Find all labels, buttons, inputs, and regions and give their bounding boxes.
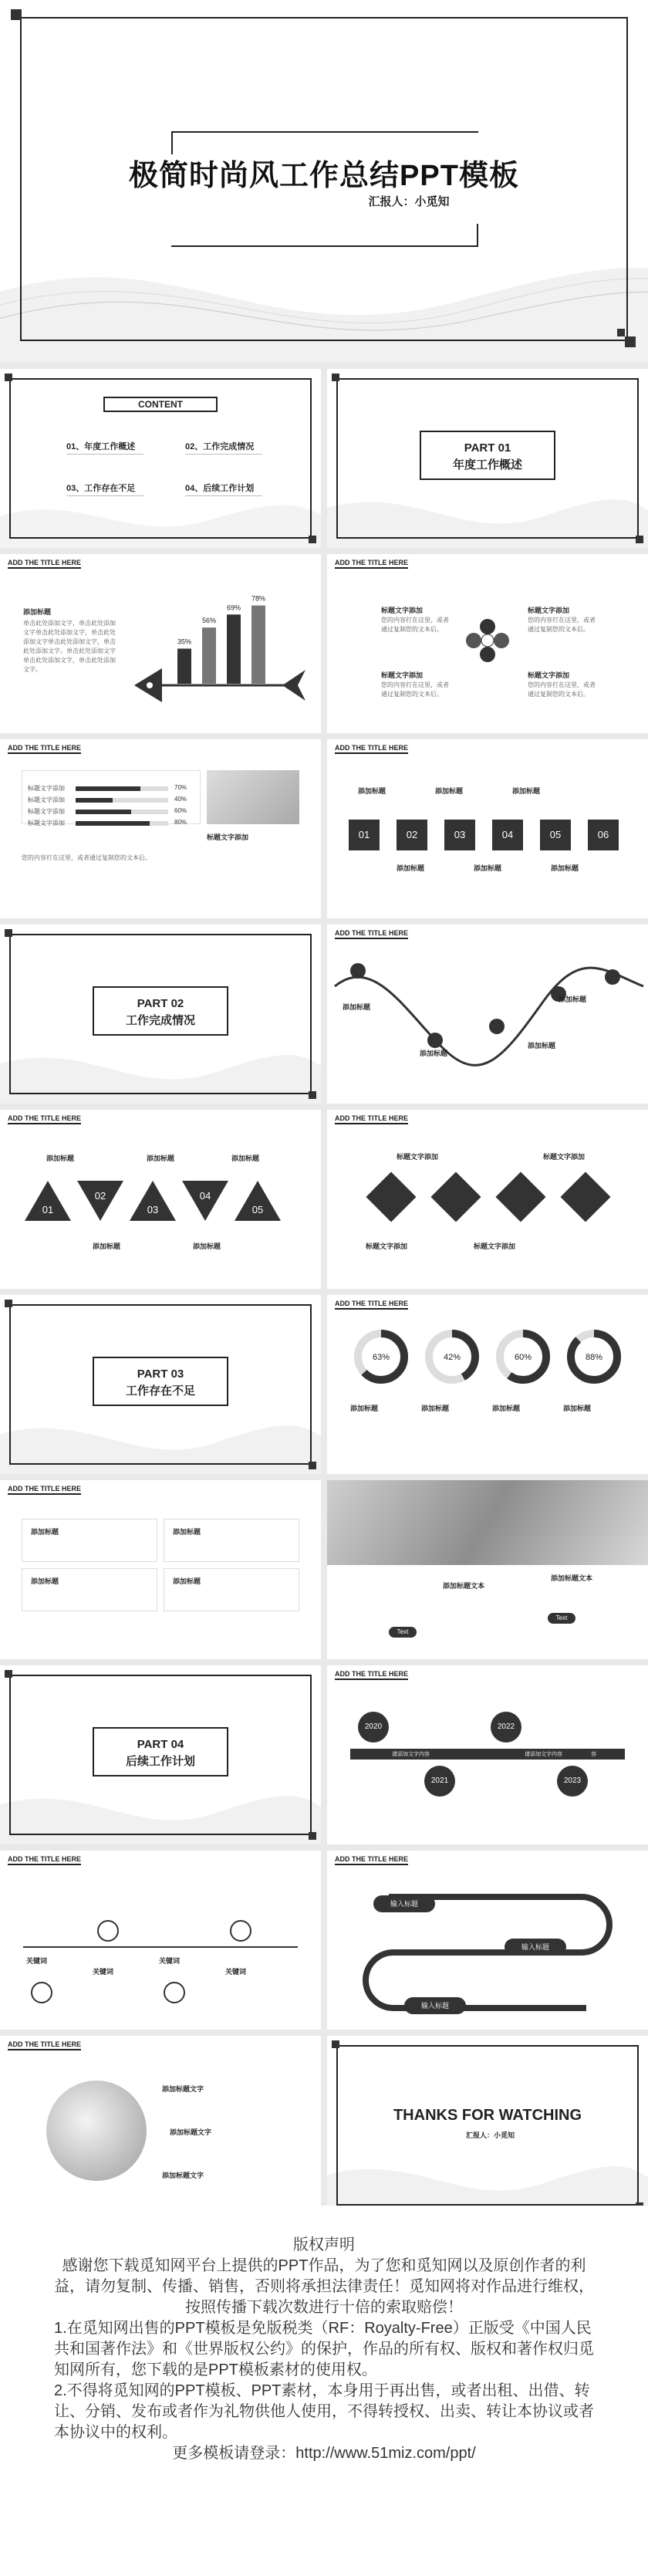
curve-head: 添加标题	[343, 1003, 371, 1011]
copyright-line: 感谢您下载觅知网平台上提供的PPT作品，为了您和觅知网以及原创作者的利益，请勿复制、传播、销售，否则将承担法律责任！觅知网将对作品进行维权，按照传播下载次数进行十倍的索取赔偿！	[54, 2257, 594, 2316]
tri-head: 添加标题	[231, 1154, 260, 1162]
photo-head: 添加标题文本	[443, 1582, 485, 1590]
slide-title-tag: ADD THE TITLE HERE	[8, 559, 81, 569]
hex-label: 标题文字添加	[381, 607, 424, 614]
step-05[interactable]: 05	[540, 820, 571, 850]
title-frame-side	[477, 224, 478, 247]
progress-row	[28, 796, 197, 805]
copyright-line: 1.在觅知网出售的PPT模板是免版税类（RF：Royalty-Free）正版受《中国人民共和国著作法》和《世界版权公约》的保护，作品的所有权、版权和著作权归觅知网所有，您下载的是PPT模板素材的使用权。	[54, 2320, 594, 2378]
svg-text:04: 04	[199, 1190, 211, 1202]
progress-track	[76, 786, 168, 791]
hex-desc: 您的内容打在这里，或者通过复制您的文本后。	[528, 681, 596, 698]
donut-head: 添加标题	[563, 1405, 592, 1412]
photo-placeholder	[46, 2081, 147, 2181]
divider	[185, 454, 262, 455]
slide-thanks	[327, 2036, 648, 2215]
hex-desc: 您的内容打在这里，或者通过复制您的文本后。	[381, 617, 449, 633]
progress-label: 标题文字添加	[28, 808, 65, 815]
text-button[interactable]: Text	[389, 1627, 417, 1638]
hex-desc: 您的内容打在这里，或者通过复制您的文本后。	[528, 617, 596, 633]
hex-label: 标题文字添加	[528, 671, 570, 679]
diamond-row	[358, 1171, 620, 1233]
card	[164, 1519, 299, 1562]
fish-eye	[147, 682, 153, 688]
step-01[interactable]: 01	[349, 820, 380, 850]
step-03[interactable]: 03	[444, 820, 475, 850]
card-head: 添加标题	[173, 1528, 201, 1536]
part-name: 工作完成情况	[125, 1014, 195, 1027]
cover-title: 极简时尚风工作总结PPT模板	[129, 160, 519, 192]
part-name: 后续工作计划	[125, 1755, 195, 1768]
slide-title-tag: ADD THE TITLE HERE	[8, 2040, 81, 2050]
corner-square	[309, 536, 316, 543]
fish-bar-chart	[131, 585, 309, 724]
donut-chart	[350, 1326, 412, 1457]
progress-row	[28, 819, 197, 828]
year-label: 请添加文字内容	[525, 1752, 562, 1757]
corner-square	[5, 929, 12, 937]
slide-title-tag: ADD THE TITLE HERE	[335, 1855, 408, 1865]
fish-bar	[251, 606, 265, 684]
step-04[interactable]: 04	[492, 820, 523, 850]
part-name: 工作存在不足	[125, 1384, 195, 1398]
fish-bar	[177, 649, 191, 685]
corner-square	[617, 329, 625, 336]
donut-value: 60%	[514, 1353, 532, 1362]
slide-title-tag: ADD THE TITLE HERE	[8, 1485, 81, 1495]
slide-title-tag: ADD THE TITLE HERE	[8, 1855, 81, 1865]
slide-steps	[327, 739, 648, 918]
progress-fill	[76, 810, 131, 814]
donut-head: 添加标题	[350, 1405, 379, 1412]
thanks-presenter: 汇报人：小觅知	[466, 2131, 515, 2139]
pill-button[interactable]: 输入标题	[373, 1895, 435, 1912]
part-number: PART 02	[137, 997, 184, 1010]
triangle-01[interactable]	[23, 1179, 73, 1222]
slide-keywords	[0, 1851, 321, 2030]
hex-desc: 您的内容打在这里，或者通过复制您的文本后。	[381, 681, 449, 698]
slide-years	[327, 1665, 648, 1844]
slide-pills	[327, 1851, 648, 2030]
fish-tail	[282, 670, 305, 701]
year-label: 请添加文字内容	[591, 1744, 623, 1757]
svg-text:02: 02	[94, 1190, 106, 1202]
donut-chart	[492, 1326, 554, 1457]
progress-value: 80%	[174, 819, 187, 826]
slide-progress-bars	[0, 739, 321, 918]
hex-label: 标题文字添加	[381, 671, 424, 679]
photo-placeholder	[327, 1480, 648, 1565]
donut-head: 添加标题	[421, 1405, 450, 1412]
step-head: 添加标题	[435, 787, 464, 795]
slide-triangles	[0, 1110, 321, 1289]
curve-head: 添加标题	[559, 996, 587, 1003]
slide-hex-icons	[327, 554, 648, 733]
fish-bar-label: 35%	[177, 637, 192, 646]
card	[164, 1568, 299, 1611]
copyright-link[interactable]: 更多模板请登录：http://www.51miz.com/ppt/	[172, 2445, 476, 2462]
keyword-label: 关键词	[26, 1957, 48, 1965]
part-number: PART 01	[464, 441, 511, 455]
progress-track	[76, 810, 168, 814]
progress-fill	[76, 821, 150, 826]
progress-row	[28, 784, 197, 793]
keyword-label: 关键词	[225, 1968, 247, 1976]
fish-bar	[202, 627, 216, 684]
donut-value: 42%	[443, 1353, 461, 1362]
diamond-icon	[366, 1171, 416, 1222]
corner-square	[309, 1091, 316, 1099]
part-04-box	[93, 1727, 228, 1776]
slide-cards	[0, 1480, 321, 1659]
tri-head: 添加标题	[147, 1154, 175, 1162]
slide-photo-list	[0, 2036, 321, 2215]
slide-title-tag: ADD THE TITLE HERE	[335, 929, 408, 939]
donut-head: 添加标题	[492, 1405, 521, 1412]
slide-title-tag: ADD THE TITLE HERE	[335, 744, 408, 754]
svg-text:03: 03	[147, 1204, 159, 1215]
card-head: 添加标题	[173, 1577, 201, 1585]
card	[22, 1519, 157, 1562]
thanks-frame	[336, 2045, 639, 2206]
contents-item-4[interactable]: 04、后续工作计划	[185, 484, 255, 493]
flower-icon	[463, 616, 512, 665]
curve-head: 添加标题	[420, 1050, 448, 1057]
progress-track	[76, 798, 168, 803]
slide-title-tag: ADD THE TITLE HERE	[335, 559, 408, 569]
progress-fill	[76, 786, 140, 791]
progress-caption: 标题文字添加	[207, 833, 249, 841]
keyword-icon	[230, 1920, 251, 1942]
copyright-title: 版权声明	[293, 2236, 355, 2253]
part-number: PART 04	[137, 1738, 184, 1751]
keywords-row	[23, 1881, 298, 2020]
part-02-box	[93, 986, 228, 1036]
tri-head: 添加标题	[46, 1154, 75, 1162]
progress-value: 40%	[174, 796, 187, 803]
fish-bar-label: 78%	[251, 594, 266, 603]
slide-title-tag: ADD THE TITLE HERE	[335, 1300, 408, 1310]
slide-part-04	[0, 1665, 321, 1844]
triangle-04[interactable]	[181, 1179, 230, 1222]
list-head: 添加标题文字	[170, 2128, 212, 2136]
diamond-icon	[560, 1171, 610, 1222]
tri-head: 添加标题	[193, 1242, 221, 1250]
donut-value: 63%	[372, 1353, 390, 1362]
photo-placeholder	[207, 770, 299, 824]
part-name: 年度工作概述	[452, 458, 522, 472]
diamond-icon	[430, 1171, 481, 1222]
slide-part-03	[0, 1295, 321, 1474]
progress-value: 60%	[174, 807, 187, 814]
progress-label: 标题文字添加	[28, 785, 65, 792]
progress-value: 70%	[174, 784, 187, 791]
corner-square	[5, 1670, 12, 1678]
progress-label: 标题文字添加	[28, 796, 65, 803]
step-head: 添加标题	[512, 787, 541, 795]
keyword-label: 关键词	[93, 1968, 114, 1976]
triangle-02[interactable]	[76, 1179, 125, 1222]
hex-label: 标题文字添加	[528, 607, 570, 614]
fish-bar-label: 69%	[226, 603, 241, 612]
fish-body: 单击此处添加文字，单击此处添加文字单击此处添加文字，单击此处添加文字单击此处添加文字，单击此处添加文字。单击此处添加文字单击此处添加文字，单击此处添加文字。	[23, 620, 116, 673]
copyright-section	[0, 2206, 648, 2576]
list-head: 添加标题文字	[162, 2172, 204, 2179]
slide-part-01	[327, 369, 648, 548]
corner-square	[636, 536, 643, 543]
year-circle[interactable]: 2020	[358, 1712, 389, 1743]
donut-chart	[421, 1326, 483, 1457]
year-label: 请添加文字内容	[458, 1744, 496, 1749]
corner-square	[309, 1832, 316, 1840]
slide-part-02	[0, 925, 321, 1104]
corner-square	[11, 9, 22, 20]
part-number: PART 03	[137, 1367, 184, 1381]
keyword-icon	[97, 1920, 119, 1942]
diamond-label: 标题文字添加	[397, 1153, 439, 1161]
steps-row	[349, 820, 634, 850]
year-circle[interactable]: 2023	[557, 1766, 588, 1797]
triangle-05[interactable]	[233, 1179, 282, 1222]
step-06[interactable]: 06	[588, 820, 619, 850]
slide-contents	[0, 369, 321, 548]
progress-track	[76, 821, 168, 826]
fish-bar	[227, 614, 241, 684]
slide-donut-charts	[327, 1295, 648, 1474]
year-circle[interactable]: 2021	[424, 1766, 455, 1797]
card-head: 添加标题	[31, 1577, 59, 1585]
keyword-icon	[31, 1982, 52, 2003]
hex-center	[463, 616, 512, 665]
slide-title-tag: ADD THE TITLE HERE	[8, 744, 81, 754]
corner-square	[309, 1462, 316, 1469]
thanks-title: THANKS FOR WATCHING	[393, 2107, 582, 2124]
triangle-row	[23, 1179, 301, 1225]
curve-line	[327, 940, 648, 1094]
pill-button[interactable]: 输入标题	[505, 1939, 566, 1956]
slide-title-tag: ADD THE TITLE HERE	[8, 1114, 81, 1124]
cover-presenter: 汇报人：小觅知	[368, 195, 450, 208]
fish-heading: 添加标题	[23, 608, 52, 616]
donut-value: 88%	[585, 1353, 603, 1362]
card	[22, 1568, 157, 1611]
part-03-box	[93, 1357, 228, 1406]
progress-list	[28, 784, 197, 830]
part-01-box	[420, 431, 555, 480]
slide-fishbone-chart	[0, 554, 321, 733]
keyword-icon	[164, 1982, 185, 2003]
donut-chart	[563, 1326, 625, 1457]
corner-square	[625, 336, 636, 347]
progress-label: 标题文字添加	[28, 820, 65, 827]
slide-title-tag: ADD THE TITLE HERE	[335, 1114, 408, 1124]
year-label: 请添加文字内容	[392, 1752, 430, 1757]
tri-head: 添加标题	[93, 1242, 121, 1250]
year-circle[interactable]: 2022	[491, 1712, 521, 1743]
diamond-label: 标题文字添加	[366, 1242, 408, 1250]
progress-desc: 您的内容打在这里，或者通过复制您的文本后。	[22, 854, 151, 861]
step-head: 添加标题	[397, 864, 425, 872]
slide-photo	[327, 1480, 648, 1659]
progress-fill	[76, 798, 113, 803]
contents-heading-box	[103, 397, 218, 412]
triangle-03[interactable]	[128, 1179, 177, 1222]
corner-square	[332, 374, 339, 381]
svg-text:05: 05	[251, 1204, 264, 1215]
slide-cover	[0, 0, 648, 363]
donut-row	[350, 1326, 628, 1457]
step-02[interactable]: 02	[397, 820, 427, 850]
pills	[327, 1851, 648, 2030]
contents-item-3[interactable]: 03、工作存在不足	[66, 484, 136, 493]
diamond-label: 标题文字添加	[474, 1242, 516, 1250]
corner-square	[332, 2040, 339, 2048]
diamond-icon	[495, 1171, 545, 1222]
text-button[interactable]: Text	[548, 1613, 575, 1624]
step-head: 添加标题	[358, 787, 386, 795]
corner-square	[5, 374, 12, 381]
slide-title-tag: ADD THE TITLE HERE	[335, 1670, 408, 1680]
photo-head: 添加标题文本	[551, 1574, 593, 1582]
contents-item-1[interactable]: 01、年度工作概述	[66, 442, 136, 451]
step-head: 添加标题	[474, 864, 502, 872]
curve-head: 添加标题	[528, 1042, 556, 1050]
divider	[66, 454, 143, 455]
fish-bar-label: 56%	[201, 617, 217, 625]
progress-row	[28, 807, 197, 816]
step-head: 添加标题	[551, 864, 579, 872]
list-head: 添加标题文字	[162, 2085, 204, 2093]
svg-text:01: 01	[42, 1204, 54, 1215]
slide-curve-timeline	[327, 925, 648, 1104]
slide-diamonds	[327, 1110, 648, 1289]
keyword-label: 关键词	[159, 1957, 181, 1965]
contents-item-2[interactable]: 02、工作完成情况	[185, 442, 255, 451]
card-head: 添加标题	[31, 1528, 59, 1536]
contents-heading: CONTENT	[138, 399, 183, 410]
pill-button[interactable]: 输入标题	[404, 1997, 466, 2014]
corner-square	[5, 1300, 12, 1307]
divider	[66, 495, 143, 496]
copyright-line: 2.不得将觅知网的PPT模板、PPT素材，本身用于再出售，或者出租、出借、转让、分销、发布或者作为礼物供他人使用，不得转授权、出卖、转让本协议或者本协议中的权利。	[54, 2382, 594, 2441]
divider	[185, 495, 262, 496]
years-row	[350, 1712, 625, 1804]
diamond-label: 标题文字添加	[543, 1153, 586, 1161]
